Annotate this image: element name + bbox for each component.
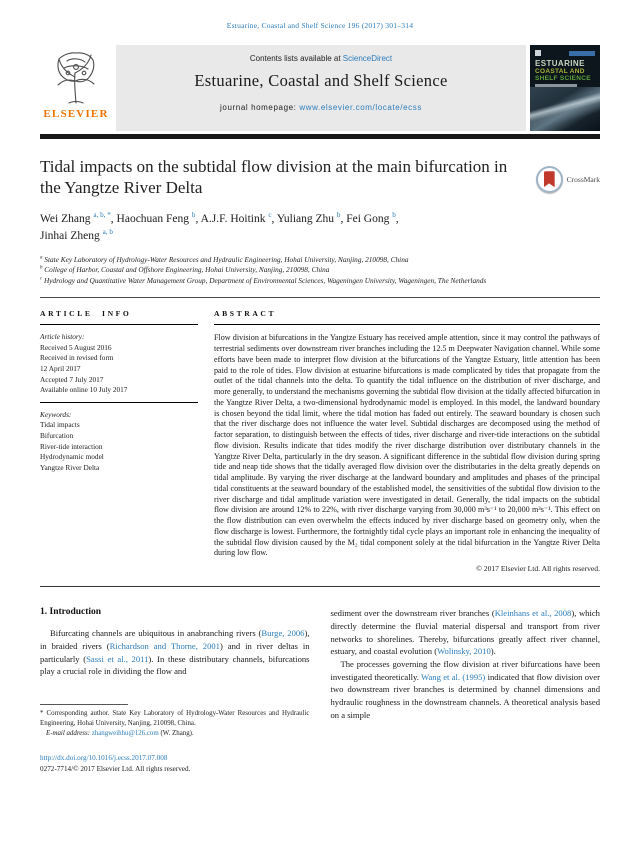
cover-title-line2: COASTAL AND [535, 68, 585, 75]
journal-masthead [40, 45, 600, 131]
corresponding-author-footnote [40, 704, 310, 739]
crossmark-label: CrossMark [566, 174, 600, 184]
body-top-rule [40, 586, 600, 587]
elsevier-logo[interactable] [40, 45, 112, 131]
abstract-column [214, 309, 600, 573]
issn-rights-line: 0272-7714/© 2017 Elsevier Ltd. All rights reserved. [40, 764, 191, 773]
cover-blue-band [569, 51, 595, 56]
article-history [40, 332, 198, 395]
homepage-line [116, 103, 526, 112]
cover-top-decor [535, 50, 595, 56]
keywords-label: Keywords: [40, 409, 72, 419]
journal-citation[interactable]: Estuarine, Coastal and Shelf Science 196 (2017) 301–314 [226, 21, 414, 30]
affiliation-c: $^c$ Hydrology and Quantitative Water Management Group, Department of Environmental Sciences, Wageningen University, Wageningen, The Netherlands [40, 276, 487, 286]
keyword: Bifurcation [40, 430, 74, 440]
crossmark-badge[interactable] [536, 160, 600, 200]
keyword: Hydrodynamic model [40, 452, 104, 462]
history-line: Received in revised form [40, 353, 114, 363]
keywords-rule [40, 402, 198, 403]
keyword: Yangtze River Delta [40, 462, 100, 472]
inline-citation-link[interactable]: Richardson and Thorne, 2001 [109, 640, 220, 651]
abstract-text: Flow division at bifurcations in the Yangtze Estuary has received ample attention, since it may control the pathways of terrestrial sediments over downstream river branches including the 12.5 m Deepwater Navigation channel. While some efforts have been made to interpret flow division at the bifurcations of the Yangtze Estuary, little attention has been paid to the role of tides. Flow division at estuarine bifurcations is made complicated by tides that propagate from the outlet of the tidal channels into the delta. To quantify the tidal influence on the distribution of river discharge, and more generally, to understand the mechanisms governing the subtidal flow division at the tidally affected bifurcation in the Yangtze River Delta, a two-dimensional hydrodynamic model is employed. In this model, the landward boundary is chosen beyond the tidal limit, where the tidal motion has faded out entirely. The seaward boundary is chosen such that the river discharge does not influence the water level. Subtidal discharges are decomposed using the method of factor separation, to distinguish between the effects of tides, river discharge and river-tide interactions on the subtidal flow division. Results indicate that tides modify the river discharge distribution over distributary channels in the Yangtze River Delta, particularly in the dry season. A significant difference in the subtidal flow division during spring tide and neap tide shows that the tidally averaged flow division over the distributaries in the delta greatly depends on tidal amplitude. By varying the river discharge at the landward boundary and amplitudes and phases of the principal tidal constituents at the seaward boundary of the established model, the sensitivities of the subtidal flow division to the river discharge and tidal amplitude variation were investigated in detail. Generally, the tidal impacts on the subtidal flow division are around 12% to 22%, with river discharge varying from 30,000 m³s⁻¹ to 20,000 m³s⁻¹. This effect on the flow distribution can even overwhelm the effects induced by river discharge based on geometry only, when the flow discharge is lowest. Furthermore, the fortnightly tidal cycle plays an important role in enhancing the inequality of the subtidal flow division caused by the M₂ tidal component solely at the tidal bifurcation in the Yangtze River Delta during low flow. [214, 333, 600, 558]
footnote-text: * Corresponding author. State Key Laboratory of Hydrology-Water Resources and Hydraulic Engineering, Hohai University, Nanjing, 210098, China. [40, 709, 310, 727]
author-list [40, 211, 600, 246]
abstract-heading: ABSTRACT [214, 309, 277, 319]
cover-logo-square [535, 50, 541, 56]
affiliation-a: $^a$ State Key Laboratory of Hydrology-Water Resources and Hydraulic Engineering, Hohai University, Nanjing, 210098, China [40, 254, 409, 264]
article-info-column [40, 309, 198, 573]
abstract-copyright: © 2017 Elsevier Ltd. All rights reserved. [476, 564, 600, 574]
intro-left-column [40, 607, 310, 774]
affiliation-b: $^b$ College of Harbor, Coastal and Offshore Engineering, Hohai University, Nanjing, 210098, China [40, 265, 330, 275]
inline-citation-link[interactable]: Wolinsky, 2010 [437, 646, 491, 657]
journal-title: Estuarine, Coastal and Shelf Science [194, 71, 448, 90]
homepage-prefix: journal homepage: [220, 103, 300, 112]
affiliation-list [40, 255, 600, 288]
inline-citation-link[interactable]: Kleinhans et al., 2008 [494, 608, 572, 619]
contents-prefix: Contents lists available at [249, 54, 343, 63]
inline-citation-link[interactable]: Burge, 2006 [261, 628, 305, 639]
section-heading-introduction: 1. Introduction [40, 607, 102, 618]
history-line: 12 April 2017 [40, 364, 81, 374]
doi-link[interactable]: http://dx.doi.org/10.1016/j.ecss.2017.07.008 [40, 753, 168, 762]
cover-title-line1: ESTUARINE [535, 59, 585, 68]
elsevier-tree-icon [47, 47, 105, 107]
contents-line [116, 54, 526, 63]
author-line-1: Wei Zhang $^{a, b, *}$, Haochuan Feng $^b$, A.J.F. Hoitink $^c$, Yuliang Zhu $^b$, Fei Gong $^b$, [40, 211, 399, 225]
abstract-rule [214, 324, 600, 325]
title-row [40, 156, 600, 200]
footnote-email-line: E-mail address: zhangweihhu@126.com (W. Zhang). [46, 729, 194, 737]
keyword: River-tide interaction [40, 441, 103, 451]
page-footer [40, 753, 310, 775]
cover-title-line3: SHELF SCIENCE [535, 75, 591, 82]
sciencedirect-link[interactable]: ScienceDirect [342, 54, 393, 63]
article-title: Tidal impacts on the subtidal flow division at the main bifurcation in the Yangtze River Delta [40, 156, 508, 198]
journal-cover-thumbnail[interactable] [530, 45, 600, 131]
intro-right-column [331, 607, 601, 774]
keyword: Tidal impacts [40, 420, 80, 430]
history-label: Article history: [40, 332, 85, 342]
crossmark-icon [536, 166, 563, 193]
history-line: Accepted 7 July 2017 [40, 374, 104, 384]
journal-homepage-link[interactable]: www.elsevier.com/locate/ecss [299, 103, 422, 112]
inline-citation-link[interactable]: zhangweihhu@126.com [91, 729, 159, 737]
elsevier-wordmark: ELSEVIER [43, 108, 109, 120]
intro-paragraph-right-2: The processes governing the flow division at river bifurcations have been investigated theoretically. Wang et al. (1995) indicated that flow division over two downstream river branches is determined by channel dimensions and hydraulic roughness in the downstream channels. A theoretical analysis based on a simple [330, 658, 600, 720]
keywords-block [40, 410, 198, 473]
paper-page [0, 21, 637, 775]
history-line: Received 5 August 2016 [40, 342, 112, 352]
footnote-rule [40, 704, 128, 705]
article-info-rule [40, 324, 198, 325]
introduction-columns [40, 607, 600, 774]
intro-paragraph-right-1: sediment over the downstream river branches (Kleinhans et al., 2008), which directly determine the fluvial material dispersal and transport from river networks to shorelines. Thereby, bifurcations greatly affect river channel, estuary, and coastal evolution (Wolinsky, 2010). [330, 608, 600, 657]
inline-citation-link[interactable]: Sassi et al., 2011 [86, 653, 149, 664]
header-divider-bar [40, 134, 600, 139]
intro-paragraph-left: Bifurcating channels are ubiquitous in anabranching rivers (Burge, 2006), in braided rivers (Richardson and Thorne, 2001) and in river deltas in particularly (Sassi et al., 2011). In these distributary channels, bifurcations play a crucial role in dividing the flow and [40, 628, 310, 677]
journal-banner [116, 45, 526, 131]
history-line: Available online 10 July 2017 [40, 385, 128, 395]
inline-citation-link[interactable]: Wang et al. (1995) [421, 671, 486, 682]
info-abstract-columns [40, 309, 600, 573]
author-line-2: Jinhai Zheng $^{a, b}$ [40, 228, 113, 243]
info-top-rule [40, 297, 600, 298]
cover-photo [530, 87, 600, 131]
article-info-heading: ARTICLE INFO [40, 309, 132, 319]
